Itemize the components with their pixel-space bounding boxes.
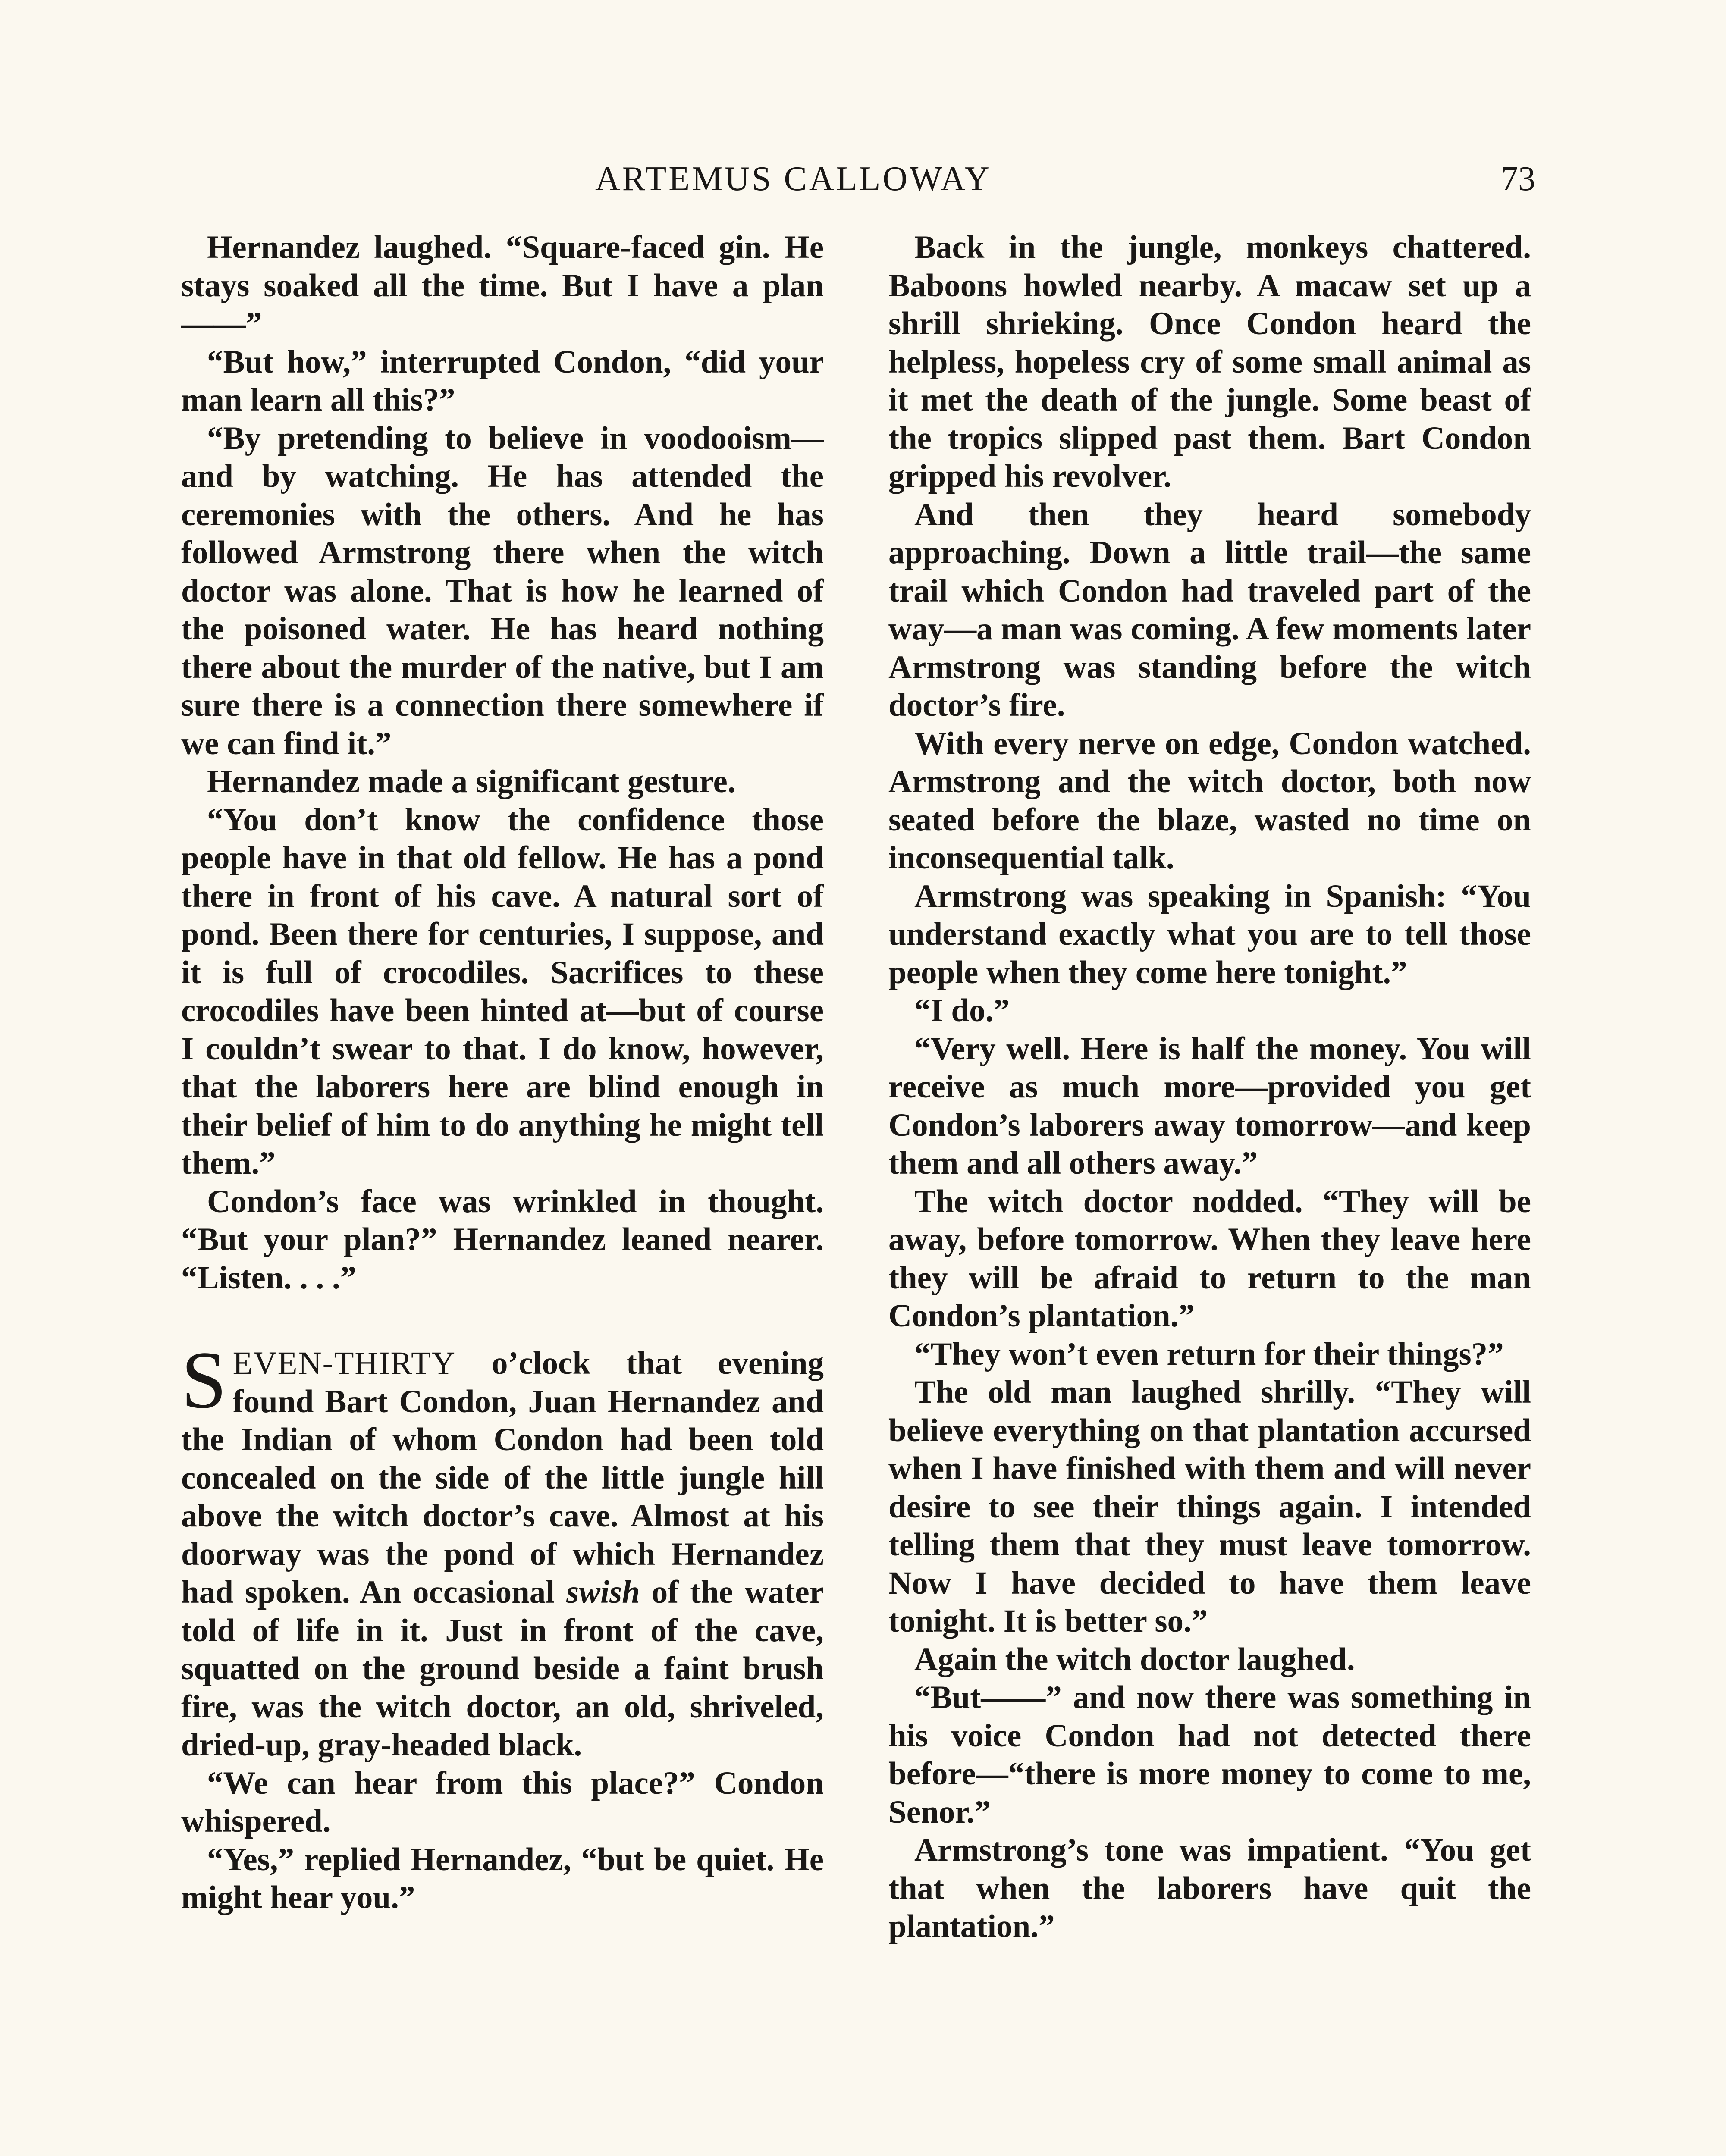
paragraph: Hernandez made a significant gesture. bbox=[207, 764, 736, 799]
paragraph: “We can hear from this place?” Condon whispered. bbox=[181, 1765, 824, 1839]
paragraph: “By pretending to believe in voodooism—and by watching. He has attended the ceremonies with the others. And he has followed Armstrong there when the witch doctor was alone. That is how he learned of the poisoned water. He has heard nothing there about the murder of the native, but I am sure there is a connection there somewhere if we can find it.” bbox=[181, 420, 824, 761]
section-opening-paragraph bbox=[181, 1335, 824, 1764]
paragraph: “But——” and now there was something in his voice Condon had not detected there before—“there is more money to come to me, Senor.” bbox=[888, 1680, 1531, 1830]
paragraph: “I do.” bbox=[914, 993, 1010, 1028]
paragraph: “You don’t know the confidence those people have in that old fellow. He has a pond there in front of his cave. A natural sort of pond. Been there for centuries, I suppose, and it is full of crocodiles. Sacrifices to these crocodiles have been hinted at—but of course I couldn’t swear to that. I do know, however, that the laborers here are blind enough in their belief of him to do anything he might tell them.” bbox=[181, 802, 824, 1181]
paragraph: And then they heard somebody approaching. Down a little trail—the same trail which Condon had traveled part of the way—a man was coming. A few moments later Armstrong was standing before the witch doctor’s fire. bbox=[888, 496, 1531, 723]
section-smallcaps: EVEN-THIRTY bbox=[232, 1345, 456, 1381]
paragraph: “They won’t even return for their things?” bbox=[914, 1336, 1504, 1372]
paragraph: “Yes,” replied Hernandez, “but be quiet. He might hear you.” bbox=[181, 1841, 824, 1915]
paragraph: Hernandez laughed. “Square-faced gin. He stays soaked all the time. But I have a plan——” bbox=[181, 229, 824, 342]
paragraph: With every nerve on edge, Condon watched. Armstrong and the witch doctor, both now seated before the blaze, wasted no time on inconsequential talk. bbox=[888, 725, 1531, 876]
page-header bbox=[0, 155, 1726, 203]
section-lead-text: o’clock that evening found Bart Condon, Juan Hernandez and the Indian of whom Condon had been told concealed on the side of the little jungle hill above the witch doctor’s cave. Almost at his doorway was the pond of which Hernandez had spoken. An occasional bbox=[181, 1345, 824, 1610]
paragraph: Condon’s face was wrinkled in thought. “But your plan?” Hernandez leaned nearer. “Listen. . . .” bbox=[181, 1183, 824, 1296]
paragraph: “But how,” interrupted Condon, “did your man learn all this?” bbox=[181, 344, 824, 418]
paragraph: Armstrong was speaking in Spanish: “You understand exactly what you are to tell those people when they come here tonight.” bbox=[888, 878, 1531, 990]
paragraph: Back in the jungle, monkeys chattered. Baboons howled nearby. A macaw set up a shrill shrieking. Once Condon heard the helpless, hopeless cry of some small animal as it met the death of the jungle. Some beast of the tropics slipped past them. Bart Condon gripped his revolver. bbox=[888, 229, 1531, 494]
paragraph: Armstrong’s tone was impatient. “You get that when the laborers have quit the plantation.” bbox=[888, 1832, 1531, 1944]
right-column bbox=[888, 229, 1531, 2156]
paragraph: The witch doctor nodded. “They will be away, before tomorrow. When they leave here they will be afraid to return to the man Condon’s plantation.” bbox=[888, 1183, 1531, 1334]
italic-word: swish bbox=[566, 1574, 640, 1610]
paragraph: Again the witch doctor laughed. bbox=[914, 1641, 1355, 1677]
running-head: ARTEMUS CALLOWAY bbox=[595, 160, 992, 198]
left-column bbox=[181, 229, 824, 2156]
paragraph: The old man laughed shrilly. “They will believe everything on that plantation accursed when I have finished with them and will never desire to see their things again. I intended telling them that they must leave tomorrow. Now I have decided to have them leave tonight. It is better so.” bbox=[888, 1374, 1531, 1639]
page-number: 73 bbox=[1501, 160, 1535, 198]
drop-cap: S bbox=[181, 1335, 227, 1426]
paragraph: “Very well. Here is half the money. You will receive as much more—provided you get Condon’s laborers away tomorrow—and keep them and all others away.” bbox=[888, 1031, 1531, 1181]
section-rest-text: of the water told of life in it. Just in front of the cave, squatted on the ground beside a faint brush fire, was the witch doctor, an old, shriveled, dried-up, gray-headed black. bbox=[181, 1574, 824, 1763]
